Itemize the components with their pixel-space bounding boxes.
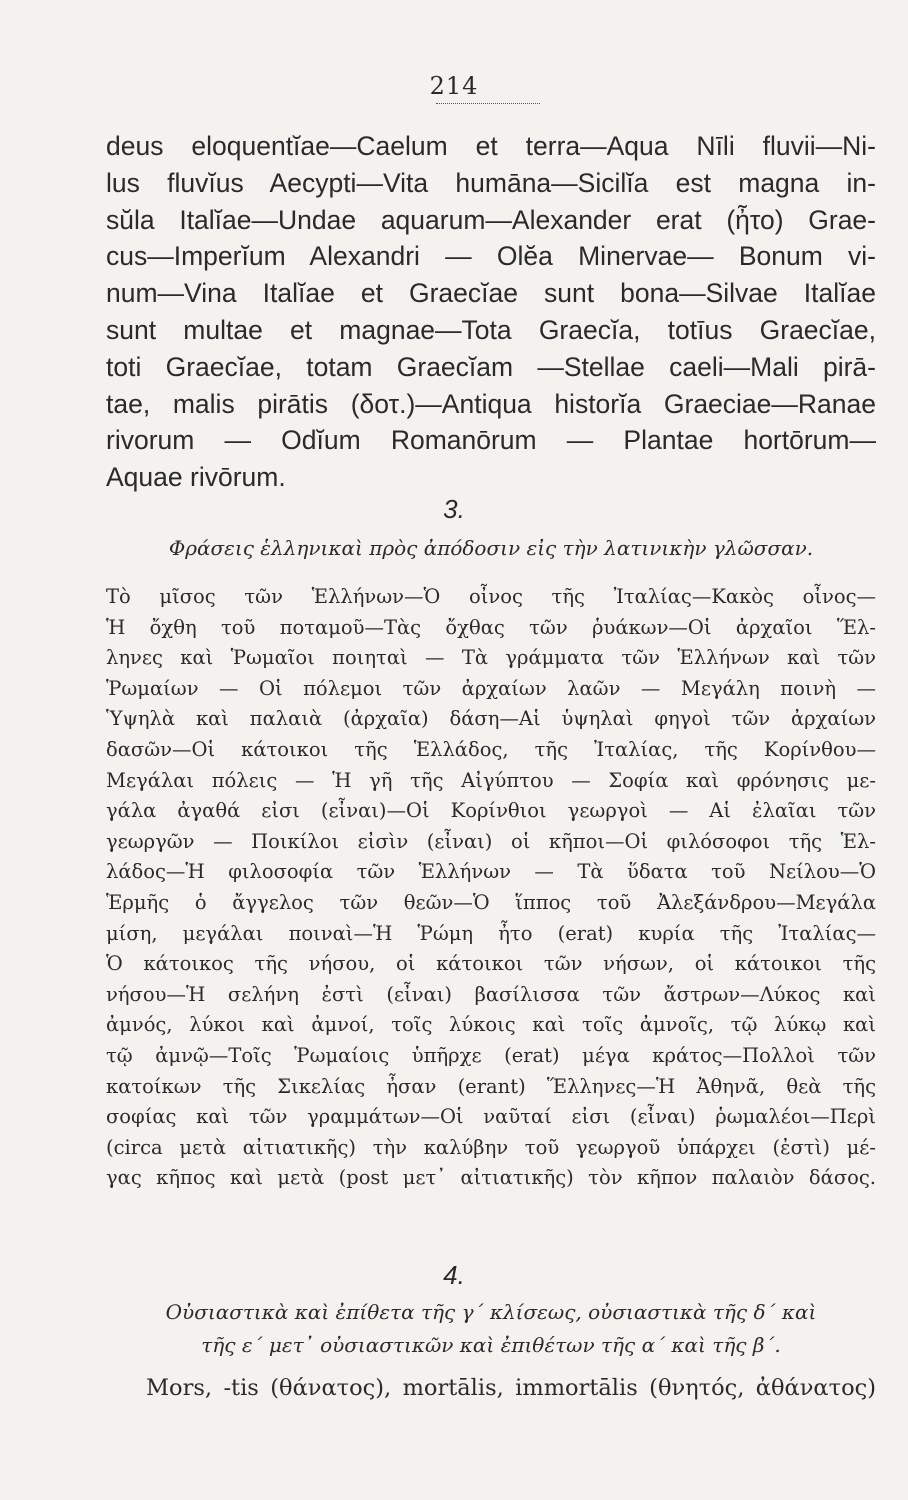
page-number: 214: [429, 72, 479, 100]
latin-text-line: sŭla Italĭae—Undae aquarum—Alexander erat (ἦτο) Grae-: [106, 204, 876, 235]
latin-text-line: lus fluvĭus Aecypti—Vita humāna—Sicilĭa est magna in-: [106, 167, 876, 198]
page-number-rule: [436, 103, 540, 104]
greek-text-line: δασῶν—Οἱ κάτοικοι τῆς Ἑλλάδος, τῆς Ἰταλίας, τῆς Κορίνθου—: [106, 737, 876, 761]
greek-phrases-paragraph: [106, 582, 876, 1194]
greek-text-line: τῷ ἀμνῷ—Τοῖς Ῥωμαίοις ὑπῆρχε (erat) μέγα κράτος—Πολλοὶ τῶν: [106, 1043, 876, 1067]
greek-text-line: ληνες καὶ Ῥωμαῖοι ποιηταὶ — Τὰ γράμματα τῶν Ἑλλήνων καὶ τῶν: [106, 646, 876, 670]
latin-text-line: deus eloquentĭae—Caelum et terra—Aqua Nīli fluvii—Ni-: [106, 131, 876, 161]
greek-text-line: μίση, μεγάλαι ποιναὶ—Ἡ Ῥώμη ἦτο (erat) κυρία τῆς Ἰταλίας—: [106, 921, 876, 945]
latin-text-line: num—Vina Italĭae et Graecĭae sunt bona—Silvae Italĭae: [106, 278, 876, 309]
section-4-number: 4.: [443, 1260, 465, 1290]
latin-text-line: toti Graecĭae, totam Graecĭam —Stellae caeli—Mali pirā-: [106, 351, 876, 382]
greek-text-line: Ὑψηλὰ καὶ παλαιὰ (ἀρχαῖα) δάση—Αἱ ὑψηλαὶ φηγοὶ τῶν ἀρχαίων: [106, 707, 876, 731]
latin-text-line: cus—Imperĭum Alexandri — Olĕa Minervae— Bonum vi-: [106, 241, 876, 272]
greek-text-line: Μεγάλαι πόλεις — Ἡ γῆ τῆς Αἰγύπτου — Σοφία καὶ φρόνησις με-: [106, 768, 876, 792]
latin-text-line: sunt multae et magnae—Tota Graecĭa, totīus Graecĭae,: [106, 314, 876, 345]
latin-text-line: Aquae rivōrum.: [106, 462, 286, 493]
greek-text-line: Ῥωμαίων — Οἱ πόλεμοι τῶν ἀρχαίων λαῶν — Μεγάλη ποινὴ —: [106, 676, 876, 700]
greek-text-line: κατοίκων τῆς Σικελίας ἦσαν (erant) Ἕλληνες—Ἡ Ἀθηνᾶ, θεὰ τῆς: [106, 1074, 876, 1098]
greek-text-line: (circa μετὰ αἰτιατικῆς) τὴν καλύβην τοῦ γεωργοῦ ὑπάρχει (ἐστὶ) μέ-: [106, 1135, 876, 1159]
greek-text-line: ἀμνός, λύκοι καὶ ἀμνοί, τοῖς λύκοις καὶ τοῖς ἀμνοῖς, τῷ λύκῳ καὶ: [106, 1013, 876, 1037]
latin-text-line: tae, malis pirātis (δοτ.)—Antiqua historĭa Graeciae—Ranae: [106, 388, 876, 419]
greek-text-line: σοφίας καὶ τῶν γραμμάτων—Οἱ ναῦταί εἰσι (εἶναι) ῥωμαλέοι—Περὶ: [106, 1105, 876, 1129]
greek-text-line: λάδος—Ἡ φιλοσοφία τῶν Ἑλλήνων — Τὰ ὕδατα τοῦ Νείλου—Ὁ: [106, 860, 876, 884]
greek-text-line: Ὁ κάτοικος τῆς νήσου, οἱ κάτοικοι τῶν νήσων, οἱ κάτοικοι τῆς: [106, 952, 876, 976]
latin-phrases-paragraph: [106, 128, 876, 496]
greek-text-line: γάλα ἀγαθά εἰσι (εἶναι)—Οἱ Κορίνθιοι γεωργοὶ — Αἱ ἐλαῖαι τῶν: [106, 799, 876, 823]
greek-text-line: Ἑρμῆς ὁ ἄγγελος τῶν θεῶν—Ὁ ἵππος τοῦ Ἀλεξάνδρου—Μεγάλα: [106, 890, 876, 914]
section-4-heading-line-1: Οὐσιαστικὰ καὶ ἐπίθετα τῆς γ´ κλίσεως, οὐσιαστικὰ τῆς δ´ καὶ: [165, 1300, 817, 1324]
section-4-heading-line-2: τῆς ε´ μετ᾽ οὐσιαστικῶν καὶ ἐπιθέτων τῆς α´ καὶ τῆς β´.: [201, 1333, 781, 1357]
vocabulary-line: Mors, -tis (θάνατος), mortālis, immortālis (θνητός, ἀθάνατος): [146, 1375, 876, 1401]
section-3-number: 3.: [443, 494, 465, 524]
greek-text-line: Ἡ ὄχθη τοῦ ποταμοῦ—Τὰς ὄχθας τῶν ῥυάκων—Οἱ ἀρχαῖοι Ἕλ-: [106, 615, 876, 639]
greek-text-line: γεωργῶν — Ποικίλοι εἰσὶν (εἶναι) οἱ κῆποι—Οἱ φιλόσοφοι τῆς Ἑλ-: [106, 829, 876, 853]
greek-text-line: νήσου—Ἡ σελήνη ἐστὶ (εἶναι) βασίλισσα τῶν ἄστρων—Λύκος καὶ: [106, 982, 876, 1006]
latin-text-line: rivorum — Odĭum Romanōrum — Plantae hortōrum—: [106, 425, 876, 456]
greek-text-line: Τὸ μῖσος τῶν Ἑλλήνων—Ὁ οἶνος τῆς Ἰταλίας—Κακὸς οἶνος—: [106, 585, 876, 608]
section-3-heading: Φράσεις ἑλληνικαὶ πρὸς ἀπόδοσιν εἰς τὴν λατινικὴν γλῶσσαν.: [168, 536, 814, 560]
greek-text-line: γας κῆπος καὶ μετὰ (post μετ᾽ αἰτιατικῆς) τὸν κῆπον παλαιὸν δάσος.: [106, 1166, 876, 1190]
